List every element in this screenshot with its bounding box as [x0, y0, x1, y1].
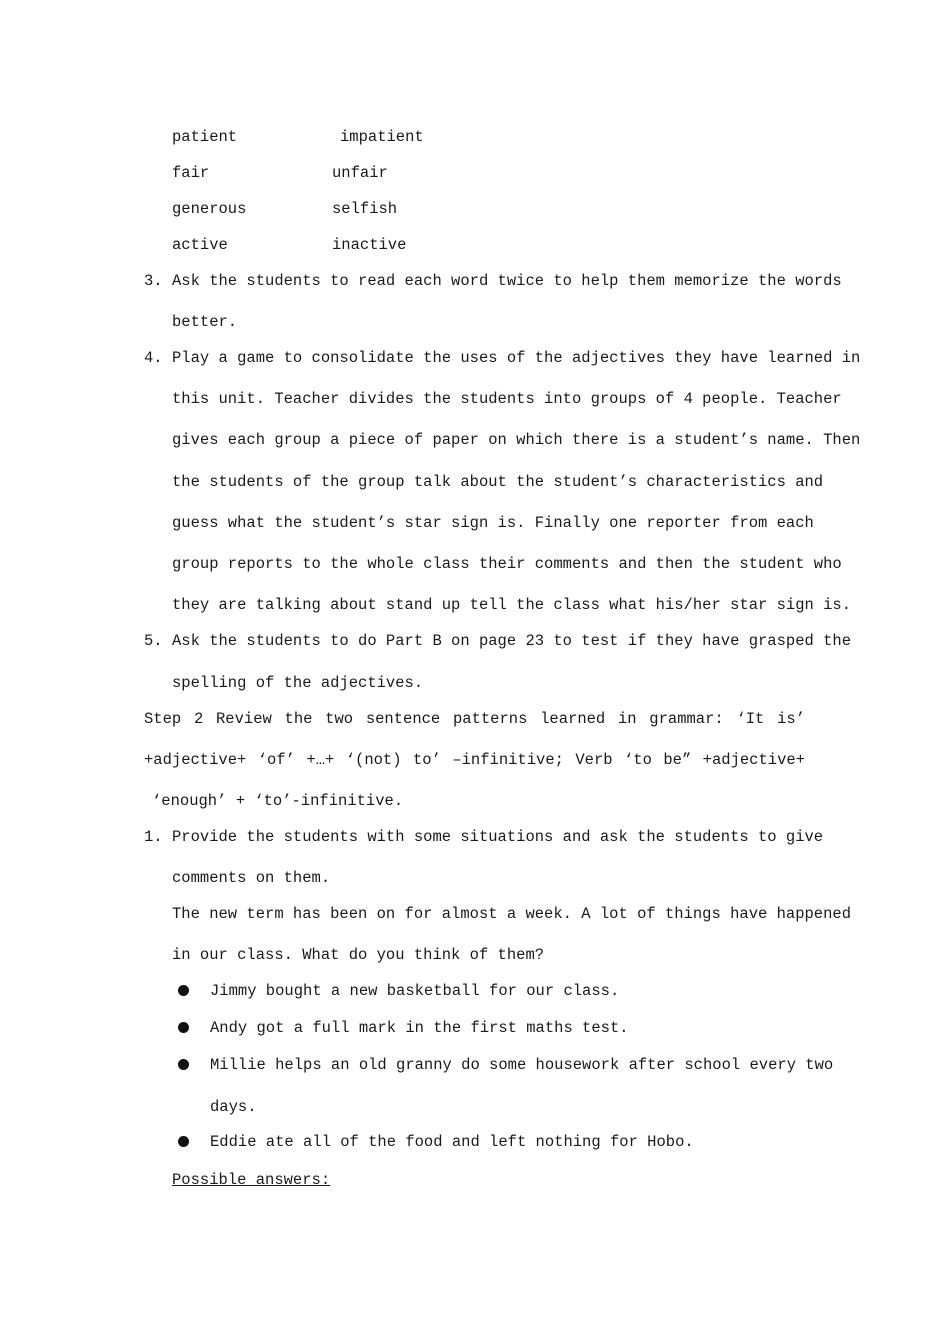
word-left: active [172, 236, 228, 254]
bullet-icon [178, 1136, 189, 1147]
scenario-line: The new term has been on for almost a week. A lot of things have happened [172, 905, 852, 923]
bullet-icon [178, 1022, 189, 1033]
paragraph-line: this unit. Teacher divides the students into groups of 4 people. Teacher [172, 390, 842, 408]
paragraph-line: the students of the group talk about the student’s characteristics and [172, 473, 824, 491]
word-right: selfish [332, 200, 398, 218]
step-heading-line: +adjective+ ‘of’ +…+ ‘(not) to’ –infinitive; Verb ‘to be” +adjective+ [144, 751, 805, 769]
bullet-text: Millie helps an old granny do some housework after school every two [210, 1056, 834, 1074]
paragraph-line: they are talking about stand up tell the class what his/her star sign is. [172, 596, 852, 614]
paragraph-line: Ask the students to read each word twice to help them memorize the words [172, 272, 842, 290]
list-number: 1. [144, 828, 163, 846]
list-number: 4. [144, 349, 163, 367]
paragraph-line: Provide the students with some situations and ask the students to give [172, 828, 824, 846]
bullet-text: days. [210, 1098, 257, 1116]
paragraph-line: gives each group a piece of paper on which there is a student’s name. Then [172, 431, 861, 449]
step-heading-line: ‘enough’ + ‘to’-infinitive. [152, 792, 404, 810]
word-right: unfair [332, 164, 388, 182]
bullet-text: Eddie ate all of the food and left nothing for Hobo. [210, 1133, 694, 1151]
paragraph-line: comments on them. [172, 869, 331, 887]
scenario-line: in our class. What do you think of them? [172, 946, 545, 964]
paragraph-line: Ask the students to do Part B on page 23 to test if they have grasped the [172, 632, 852, 650]
paragraph-line: guess what the student’s star sign is. Finally one reporter from each [172, 514, 814, 532]
list-number: 5. [144, 632, 163, 650]
paragraph-line: better. [172, 313, 238, 331]
word-left: generous [172, 200, 247, 218]
list-number: 3. [144, 272, 163, 290]
bullet-icon [178, 985, 189, 996]
bullet-icon [178, 1059, 189, 1070]
paragraph-line: Play a game to consolidate the uses of the adjectives they have learned in [172, 349, 861, 367]
paragraph-line: group reports to the whole class their comments and then the student who [172, 555, 842, 573]
word-left: fair [172, 164, 210, 182]
word-left: patient [172, 128, 238, 146]
word-right: impatient [340, 128, 424, 146]
word-right: inactive [332, 236, 407, 254]
step-heading-line: Step 2 Review the two sentence patterns learned in grammar: ‘It is’ [144, 710, 805, 728]
possible-answers-label: Possible answers: [172, 1171, 331, 1189]
paragraph-line: spelling of the adjectives. [172, 674, 424, 692]
bullet-text: Jimmy bought a new basketball for our class. [210, 982, 620, 1000]
bullet-text: Andy got a full mark in the first maths test. [210, 1019, 629, 1037]
